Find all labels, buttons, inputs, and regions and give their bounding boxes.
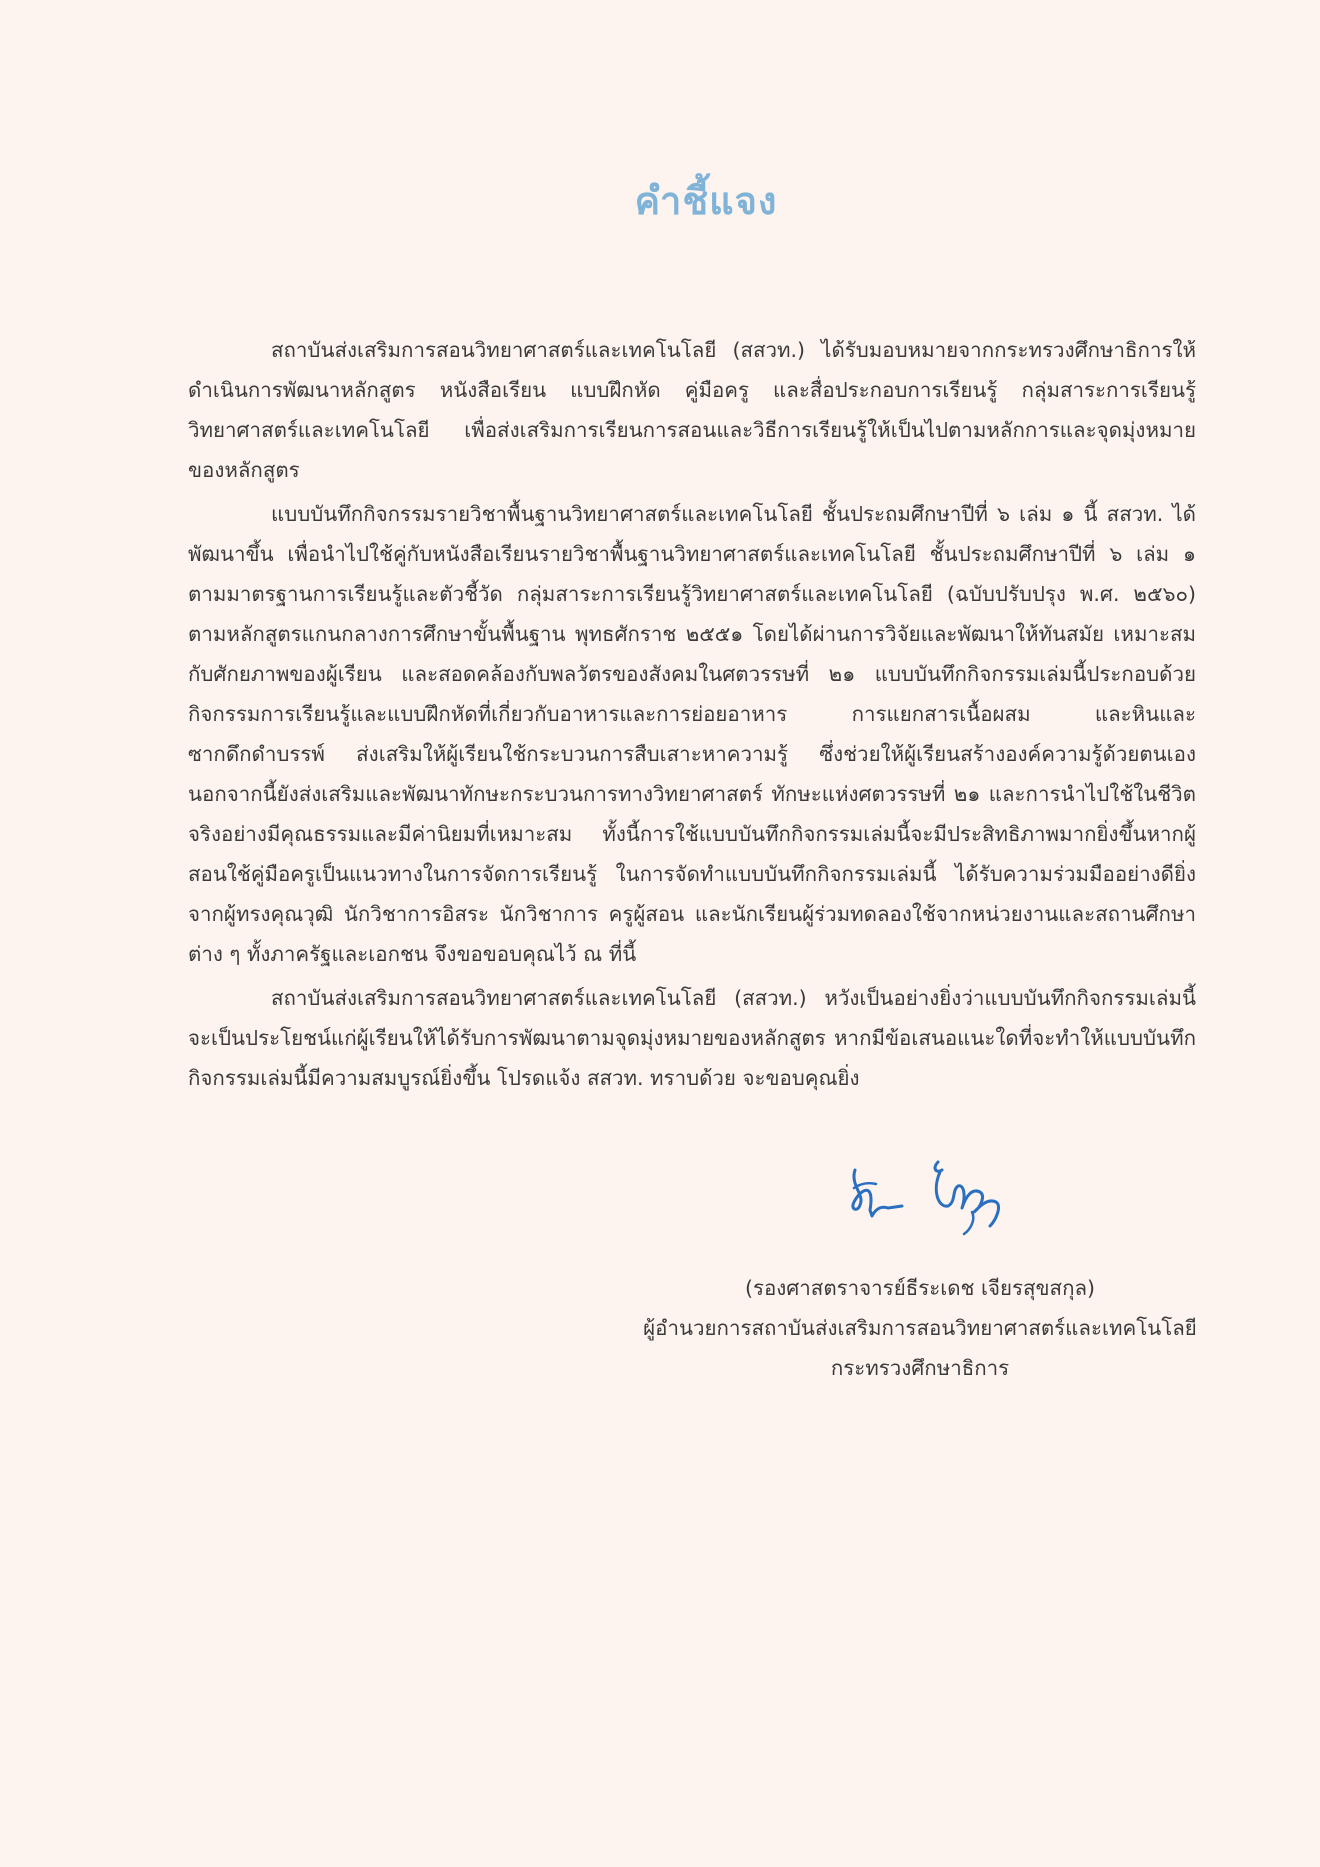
page-title: คำชี้แจง xyxy=(634,179,778,223)
paragraph-2: แบบบันทึกกิจกรรมรายวิชาพื้นฐานวิทยาศาสตร์และเทคโนโลยี ชั้นประถมศึกษาปีที่ ๖ เล่ม ๑ นี้ สสวท. ได้พัฒนาขึ้น เพื่อนำไปใช้คู่กับหนังสือเรียนรายวิชาพื้นฐานวิทยาศาสตร์และเทคโนโลยี ชั้นประถมศึกษาปีที่ ๖ เล่ม ๑ ตามมาตรฐานการเรียนรู้และตัวชี้วัด กลุ่มสาระการเรียนรู้วิทยาศาสตร์และเทคโนโลยี (ฉบับปรับปรุง พ.ศ. ๒๕๖๐) ตามหลักสูตรแกนกลางการศึกษาขั้นพื้นฐาน พุทธศักราช ๒๕๕๑ โดยได้ผ่านการวิจัยและพัฒนาให้ทันสมัย เหมาะสมกับศักยภาพของผู้เรียน และสอดคล้องกับพลวัตรของสังคมในศตวรรษที่ ๒๑ แบบบันทึกกิจกรรมเล่มนี้ประกอบด้วยกิจกรรมการเรียนรู้และแบบฝึกหัดที่เกี่ยวกับอาหารและการย่อยอาหาร การแยกสารเนื้อผสม และหินและซากดึกดำบรรพ์ ส่งเสริมให้ผู้เรียนใช้กระบวนการสืบเสาะหาความรู้ ซึ่งช่วยให้ผู้เรียนสร้างองค์ความรู้ด้วยตนเอง นอกจากนี้ยังส่งเสริมและพัฒนาทักษะกระบวนการทางวิทยาศาสตร์ ทักษะแห่งศตวรรษที่ ๒๑ และการนำไปใช้ในชีวิตจริงอย่างมีคุณธรรมและมีค่านิยมที่เหมาะสม ทั้งนี้การใช้แบบบันทึกกิจกรรมเล่มนี้จะมีประสิทธิภาพมากยิ่งขึ้นหากผู้สอนใช้คู่มือครูเป็นแนวทางในการจัดการเรียนรู้ ในการจัดทำแบบบันทึกกิจกรรมเล่มนี้ ได้รับความร่วมมืออย่างดียิ่งจากผู้ทรงคุณวุฒิ นักวิชาการอิสระ นักวิชาการ ครูผู้สอน และนักเรียนผู้ร่วมทดลองใช้จากหน่วยงานและสถานศึกษาต่าง ๆ ทั้งภาครัฐและเอกชน จึงขอขอบคุณไว้ ณ ที่นี้ xyxy=(188,502,1196,966)
signer-name: (รองศาสตราจารย์ธีระเดช เจียรสุขสกุล) xyxy=(744,1276,1096,1300)
body-text xyxy=(188,330,1196,1102)
signer-position: ผู้อำนวยการสถาบันส่งเสริมการสอนวิทยาศาสตร์และเทคโนโลยี xyxy=(643,1316,1197,1340)
paragraph-3: สถาบันส่งเสริมการสอนวิทยาศาสตร์และเทคโนโลยี (สสวท.) หวังเป็นอย่างยิ่งว่าแบบบันทึกกิจกรรมเล่มนี้จะเป็นประโยชน์แก่ผู้เรียนให้ได้รับการพัฒนาตามจุดมุ่งหมายของหลักสูตร หากมีข้อเสนอแนะใดที่จะทำให้แบบบันทึกกิจกรรมเล่มนี้มีความสมบูรณ์ยิ่งขึ้น โปรดแจ้ง สสวท. ทราบด้วย จะขอบคุณยิ่ง xyxy=(188,986,1196,1090)
handwritten-signature xyxy=(840,1150,1020,1240)
signer-organization: กระทรวงศึกษาธิการ xyxy=(830,1356,1010,1380)
signer-block xyxy=(620,1268,1220,1388)
paragraph-1: สถาบันส่งเสริมการสอนวิทยาศาสตร์และเทคโนโลยี (สสวท.) ได้รับมอบหมายจากกระทรวงศึกษาธิการให้ดำเนินการพัฒนาหลักสูตร หนังสือเรียน แบบฝึกหัด คู่มือครู และสื่อประกอบการเรียนรู้ กลุ่มสาระการเรียนรู้วิทยาศาสตร์และเทคโนโลยี เพื่อส่งเสริมการเรียนการสอนและวิธีการเรียนรู้ให้เป็นไปตามหลักการและจุดมุ่งหมายของหลักสูตร xyxy=(188,338,1196,482)
